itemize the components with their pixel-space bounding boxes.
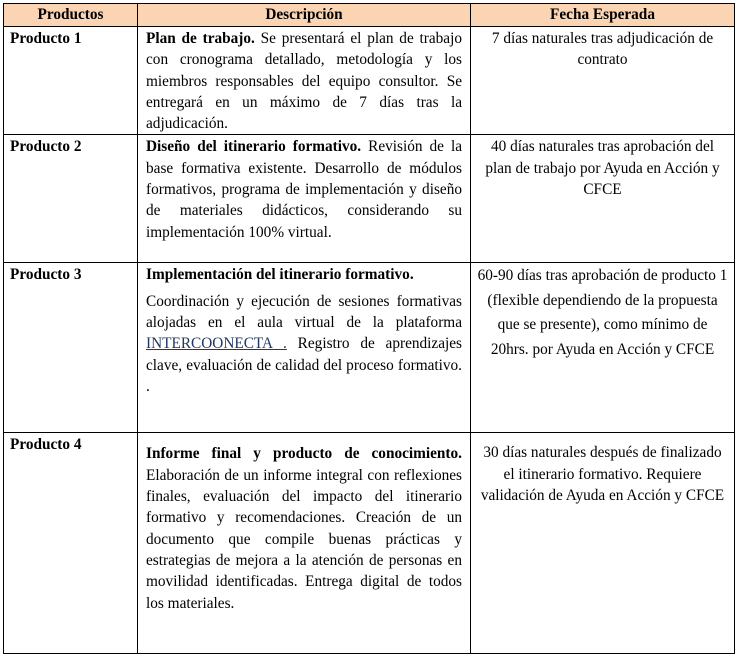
product-name: Producto 3 [4,263,138,433]
expected-date: 7 días naturales tras adjudicación de contrato [471,27,735,135]
description-title: Plan de trabajo. [146,30,255,47]
product-name: Producto 2 [4,135,138,263]
description-title: Diseño del itinerario formativo. [146,138,362,156]
description-title: Implementación del itinerario formativo. [146,266,414,284]
description-text: Elaboración de un informe integral con reflexiones finales, evaluación del impacto del itinerario formativo y recomendaciones. Creación de un documento que compile buenas prácticas y estrategias de mejora a la atención de personas en movilidad identificadas. Entrega digital de todos los materiales. [146,466,462,612]
product-name: Producto 4 [4,433,138,654]
description-text: Se presentará el plan de trabajo con cronograma detallado, metodología y los miembros responsables del equipo consultor. Se entregará en un máximo de 7 días tras la adjudicación. [146,30,463,133]
expected-date-text: 30 días naturales después de finalizado el itinerario formativo. Requiere validación de Ayuda en Acción y CFCE [480,444,725,505]
table-row [4,263,735,433]
description-paragraph [146,291,462,397]
table-row [4,135,735,263]
description-title: Informe final y producto de conocimiento. [146,445,462,463]
expected-date: 60-90 días tras aprobación de producto 1 (flexible dependiendo de la propuesta que se presente), como mínimo de 20hrs. por Ayuda en Acción y CFCE [471,263,735,433]
product-description [138,263,471,433]
intercoonecta-link[interactable]: INTERCOONECTA . [146,335,287,353]
table-row [4,27,735,135]
header-productos: Productos [4,4,138,27]
table-row [4,433,735,654]
description-text-continued: Registro de aprendizajes clave, evaluación de calidad del proceso formativo. . [146,335,462,395]
product-description [138,433,471,654]
description-paragraph [146,443,462,613]
product-description [138,135,471,263]
product-name: Producto 1 [4,27,138,135]
header-fecha-esperada: Fecha Esperada [471,4,735,27]
expected-date: 40 días naturales tras aprobación del plan de trabajo por Ayuda en Acción y CFCE [471,135,735,263]
header-row [4,4,735,27]
description-text: Coordinación y ejecución de sesiones formativas alojadas en el aula virtual de la plataforma [146,292,462,332]
description-text: Revisión de la base formativa existente. Desarrollo de módulos formativos, programa de implementación y diseño de materiales didácticos, considerando su implementación 100% virtual. [146,138,462,241]
expected-date [471,433,735,654]
products-table [3,3,735,654]
header-descripcion: Descripción [138,4,471,27]
product-description [138,27,471,135]
